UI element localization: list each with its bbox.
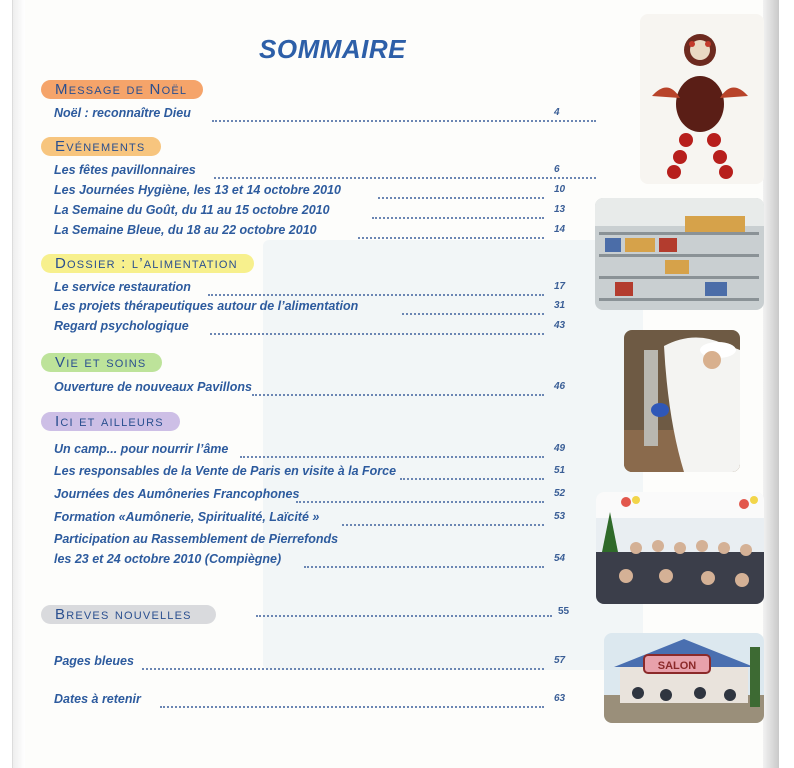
toc-entry-label: Le service restauration [54, 280, 191, 294]
dot-leader [378, 183, 544, 199]
fruit-figure-photo [640, 14, 764, 184]
page-number: 52 [554, 488, 566, 499]
toc-entry-label: Ouverture de nouveaux Pavillons [54, 380, 252, 394]
dot-leader [304, 552, 544, 568]
page-number: 6 [554, 164, 560, 175]
page-number: 4 [554, 107, 560, 118]
toc-entry[interactable] [54, 183, 566, 201]
dot-leader [208, 280, 544, 296]
toc-entry-label: Participation au Rassemblement de Pierrefonds [54, 532, 339, 546]
toc-entry-label: Formation «Aumônerie, Spiritualité, Laïcité » [54, 510, 320, 524]
dot-leader [210, 319, 544, 335]
toc-entry-label: Les Journées Hygiène, les 13 et 14 octobre 2010 [54, 183, 341, 197]
page-number: 17 [554, 281, 566, 292]
dot-leader [296, 487, 544, 503]
outdoor-stand-photo [604, 633, 764, 723]
assembly-crowd-photo [596, 492, 764, 604]
toc-entry[interactable] [54, 442, 566, 460]
page-number: 55 [558, 606, 570, 617]
toc-entry[interactable] [54, 380, 566, 398]
section-heading-dossier[interactable] [41, 254, 254, 273]
page-edge [763, 0, 779, 768]
toc-entry-label: Noël : reconnaître Dieu [54, 106, 191, 120]
page-number: 57 [554, 655, 566, 666]
page-number: 31 [554, 300, 566, 311]
section-heading-label: Dossier : l’alimentation [55, 255, 238, 272]
toc-entry-label: les 23 et 24 octobre 2010 (Compiègne) [54, 552, 282, 566]
toc-entry[interactable] [54, 552, 566, 570]
toc-entry[interactable] [54, 487, 566, 505]
chef-cooking-photo [624, 330, 740, 472]
toc-entry[interactable] [54, 464, 566, 482]
toc-entry-label: Un camp... pour nourrir l’âme [54, 442, 229, 456]
dot-leader [240, 442, 544, 458]
toc-entry[interactable] [54, 299, 566, 317]
section-heading-label: Ici et ailleurs [55, 413, 164, 430]
page-number: 53 [554, 511, 566, 522]
toc-entry-label: La Semaine du Goût, du 11 au 15 octobre 2010 [54, 203, 330, 217]
page-number: 51 [554, 465, 566, 476]
toc-entry[interactable] [54, 203, 566, 221]
page-number: 46 [554, 381, 566, 392]
dot-leader [402, 299, 544, 315]
toc-entry-label: Journées des Aumôneries Francophones [54, 487, 300, 501]
dot-leader [342, 510, 544, 526]
toc-entry-label: Pages bleues [54, 654, 134, 668]
section-heading-breves-nouvelles[interactable] [41, 605, 216, 624]
toc-entry-label: Dates à retenir [54, 692, 141, 706]
kitchen-storage-photo [595, 198, 764, 310]
dot-leader [212, 106, 596, 122]
page-binding [13, 0, 25, 768]
section-heading-label: Vie et soins [55, 354, 147, 371]
toc-entry-label: Les responsables de la Vente de Paris en visite à la Force [54, 464, 397, 478]
toc-entry[interactable] [54, 319, 566, 337]
toc-entry[interactable] [54, 106, 560, 124]
section-heading-message-de-noel[interactable] [41, 80, 203, 99]
page-number: 63 [554, 693, 566, 704]
section-heading-label: Breves nouvelles [55, 606, 192, 623]
dot-leader [142, 654, 544, 670]
page-number: 49 [554, 443, 566, 454]
page-number: 54 [554, 553, 566, 564]
page-number: 14 [554, 224, 566, 235]
section-heading-ici-et-ailleurs[interactable] [41, 412, 180, 431]
dot-leader [372, 203, 544, 219]
toc-entry[interactable] [54, 280, 566, 298]
toc-entry[interactable] [54, 163, 560, 181]
page-number: 43 [554, 320, 566, 331]
dot-leader [160, 692, 544, 708]
page-number: 13 [554, 204, 566, 215]
toc-entry-label: Les projets thérapeutiques autour de l’alimentation [54, 299, 359, 313]
page-number: 10 [554, 184, 566, 195]
toc-entry-label: La Semaine Bleue, du 18 au 22 octobre 2010 [54, 223, 317, 237]
section-heading-vie-et-soins[interactable] [41, 353, 162, 372]
dot-leader [358, 223, 544, 239]
toc-entry-line-1[interactable] [54, 532, 338, 550]
toc-entry[interactable] [54, 654, 566, 672]
section-heading-label: Evénements [55, 138, 146, 155]
toc-entry[interactable] [54, 692, 566, 710]
toc-entry[interactable] [54, 510, 566, 528]
toc-entry-label: Les fêtes pavillonnaires [54, 163, 196, 177]
toc-entry-label: Regard psychologique [54, 319, 189, 333]
dot-leader [256, 601, 552, 617]
salon-sign-text: SALON [657, 660, 697, 672]
toc-entry[interactable] [54, 223, 566, 241]
dot-leader [214, 163, 596, 179]
section-heading-evenements[interactable] [41, 137, 161, 156]
section-heading-label: Message de Noël [55, 81, 188, 98]
page-title: SOMMAIRE [259, 34, 406, 64]
dot-leader [400, 464, 544, 480]
dot-leader [252, 380, 544, 396]
